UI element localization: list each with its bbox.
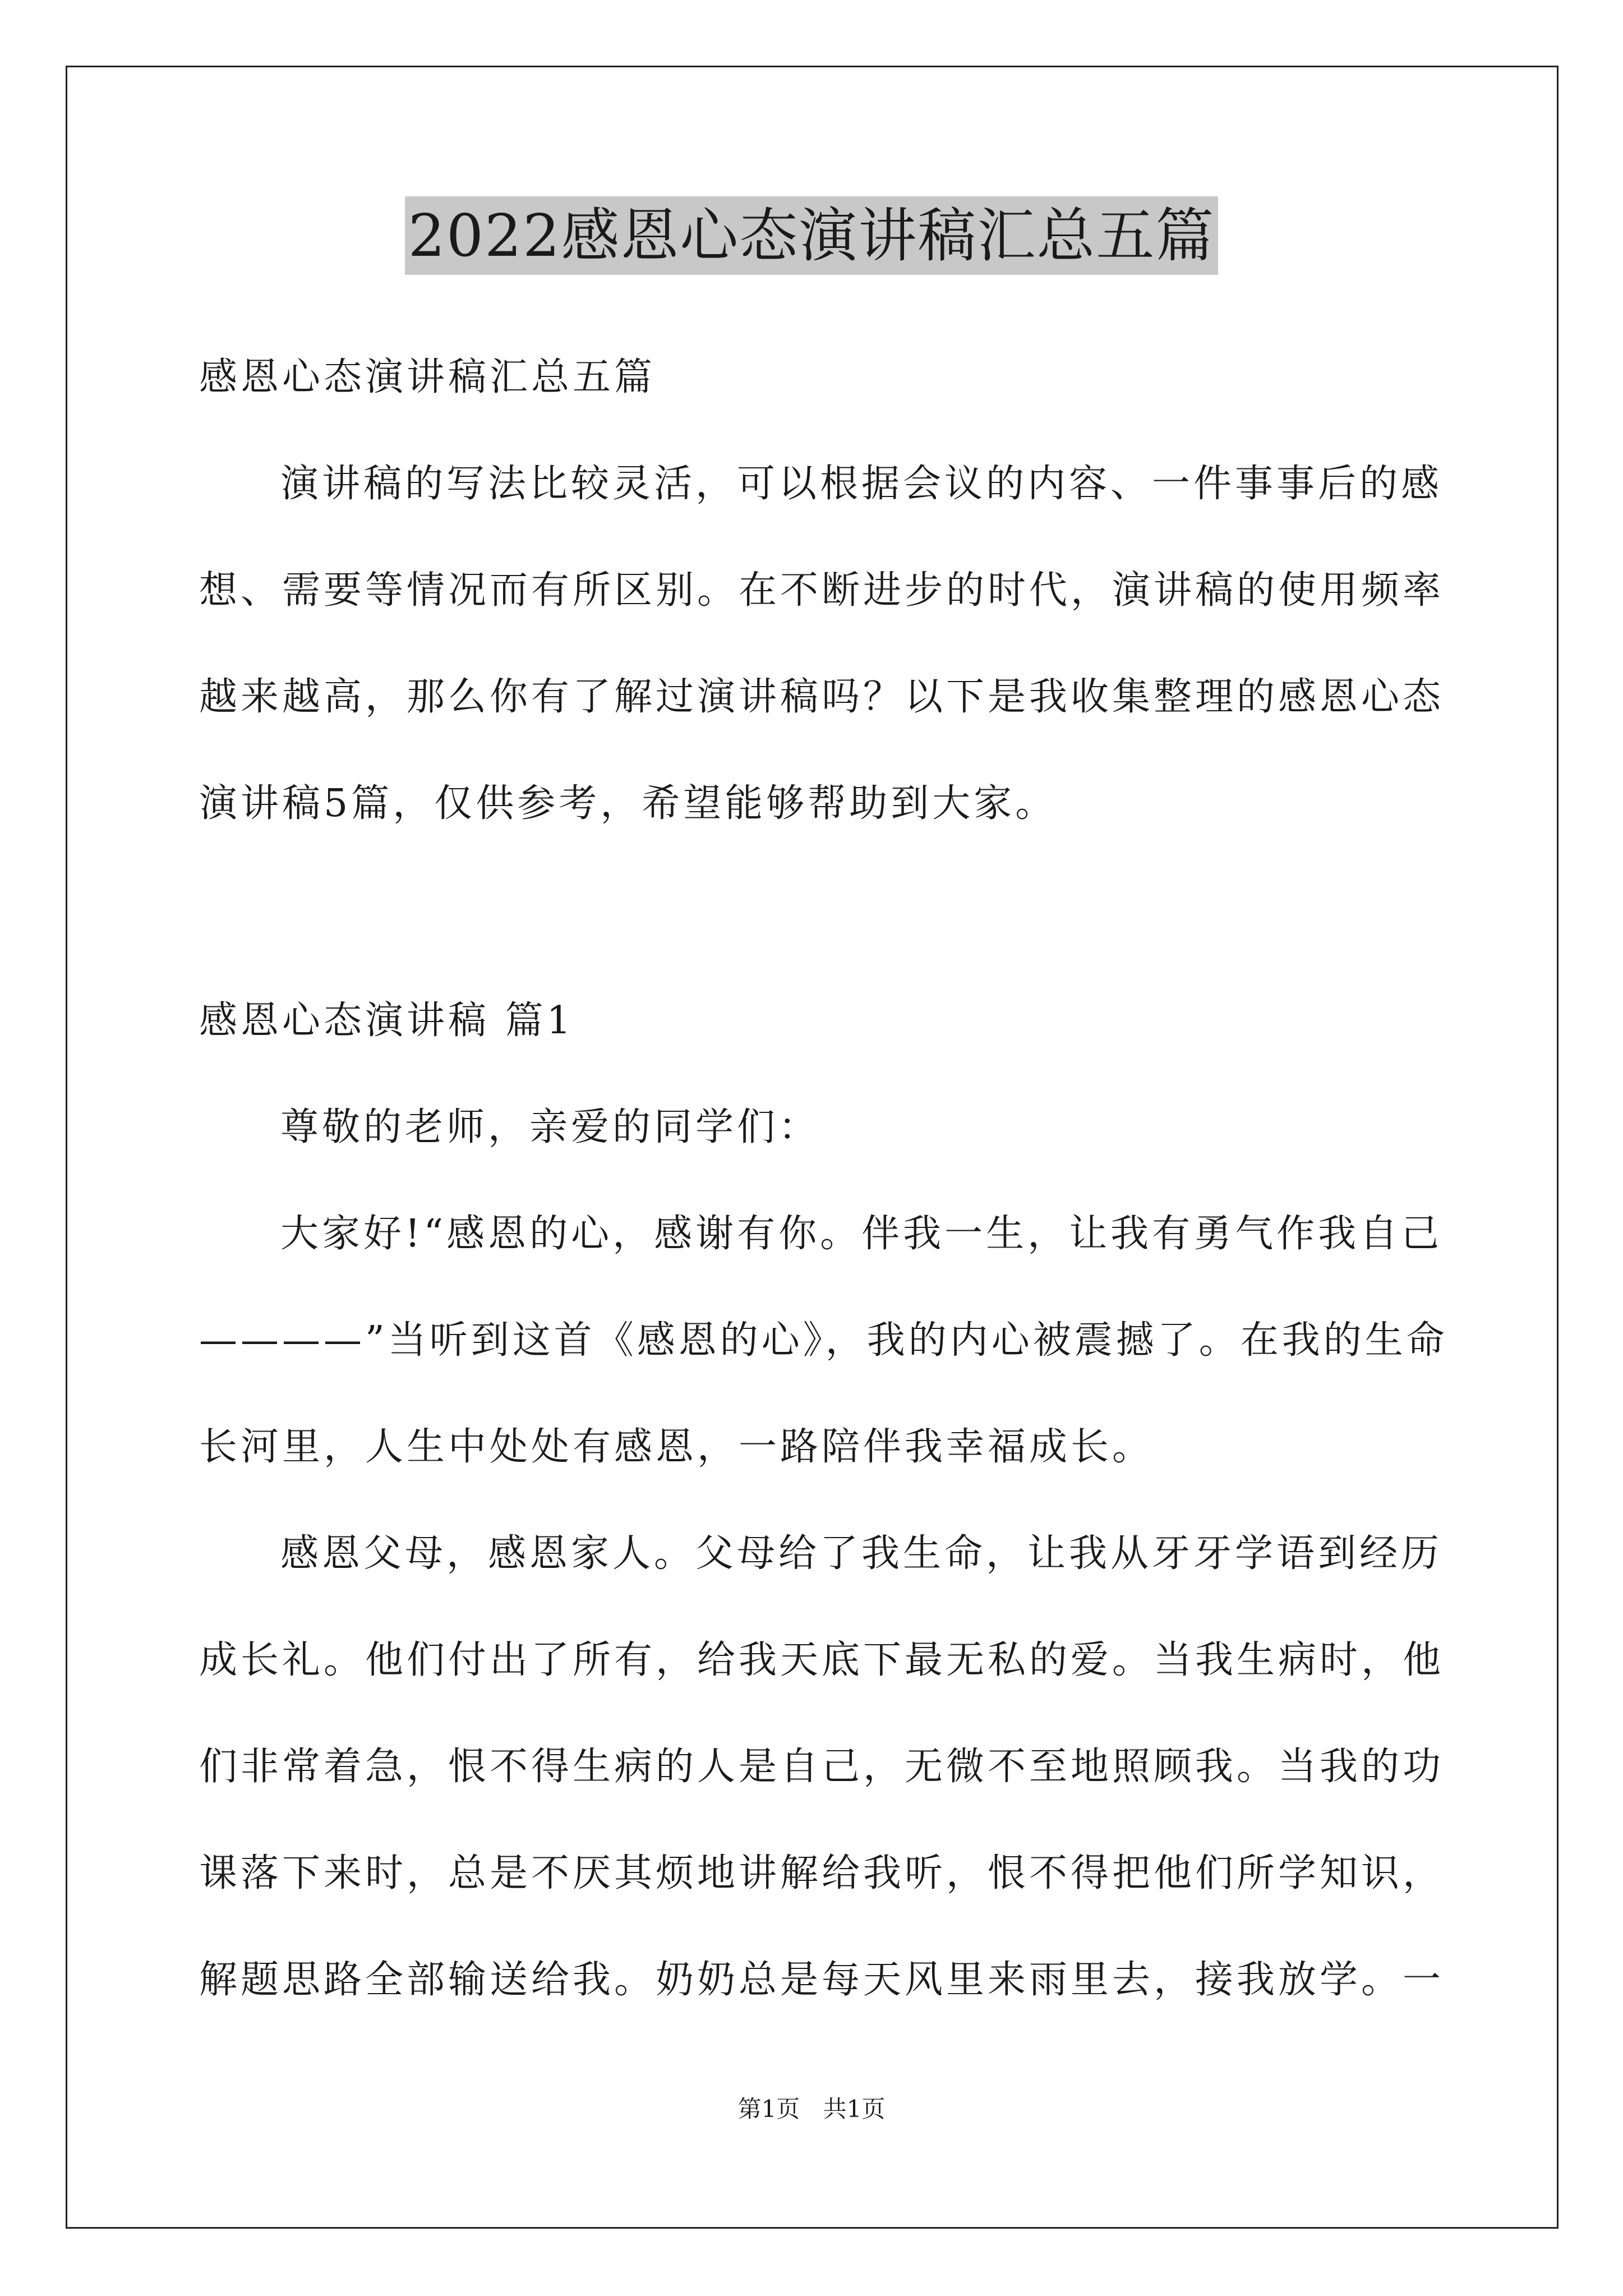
paragraph-line: ————”当听到这首《感恩的心》，我的内心被震撼了。在我的生命 (199, 1318, 1448, 1363)
page-total: 共1页 (823, 2095, 886, 2123)
paragraph-line: 解题思路全部输送给我。奶奶总是每天风里来雨里去，接我放学。一 (199, 1958, 1445, 2002)
salutation: 尊敬的老师，亲爱的同学们： (280, 1105, 820, 1149)
intro-line: 想、需要等情况而有所区别。在不断进步的时代，演讲稿的使用频率 (199, 568, 1445, 613)
document-subtitle: 感恩心态演讲稿汇总五篇 (199, 355, 656, 399)
paragraph-line: 感恩父母，感恩家人。父母给了我生命，让我从牙牙学语到经历 (280, 1531, 1443, 1576)
intro-line: 越来越高，那么你有了解过演讲稿吗？以下是我收集整理的感恩心态 (199, 675, 1445, 719)
page-number: 第1页 (737, 2095, 800, 2123)
page-footer (0, 2092, 1623, 2126)
paragraph-line: 课落下来时，总是不厌其烦地讲解给我听，恨不得把他们所学知识， (199, 1851, 1445, 1895)
intro-line: 演讲稿5篇，仅供参考，希望能够帮助到大家。 (199, 781, 1057, 826)
paragraph-line: 们非常着急，恨不得生病的人是自己，无微不至地照顾我。当我的功 (199, 1745, 1445, 1789)
title-container (0, 196, 1623, 275)
section-heading: 感恩心态演讲稿 篇1 (199, 999, 574, 1043)
paragraph-line: 成长礼。他们付出了所有，给我天底下最无私的爱。当我生病时，他 (199, 1638, 1445, 1682)
intro-line: 演讲稿的写法比较灵活，可以根据会议的内容、一件事事后的感 (280, 462, 1443, 506)
paragraph-line: 大家好!“感恩的心，感谢有你。伴我一生，让我有勇气作我自己 (280, 1212, 1443, 1256)
paragraph-line: 长河里，人生中处处有感恩，一路陪伴我幸福成长。 (199, 1425, 1154, 1469)
document-title: 2022感恩心态演讲稿汇总五篇 (405, 196, 1219, 275)
